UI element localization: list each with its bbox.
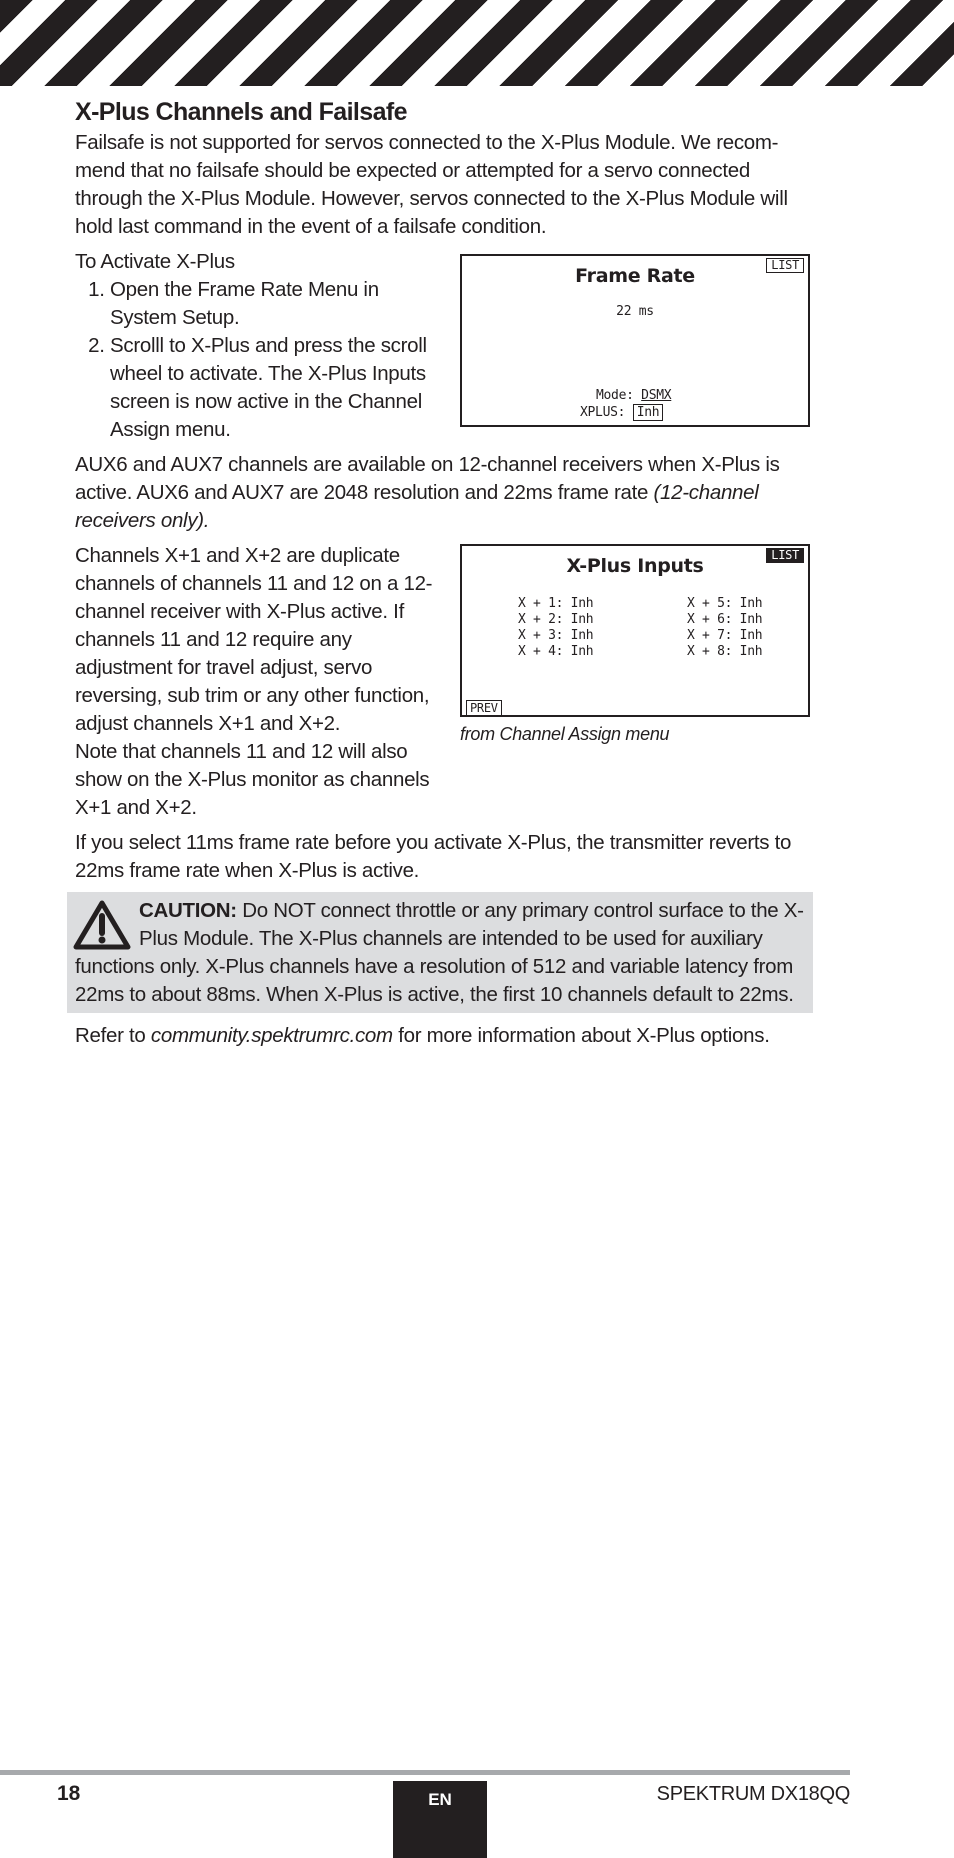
aux-italic: (12-channel receivers only). bbox=[75, 481, 759, 532]
note-paragraph: Note that channels 11 and 12 will also show on the X-Plus monitor as channels X+1 and X+2. bbox=[75, 740, 430, 819]
language-tab: EN bbox=[393, 1781, 487, 1858]
xplus-inputs-screen-title: X-Plus Inputs bbox=[566, 555, 704, 577]
xplus-input: X + 7: Inh bbox=[687, 628, 763, 643]
activate-row bbox=[75, 248, 810, 444]
prev-tag: PREV bbox=[466, 700, 502, 715]
refer-suffix: for more information about X-Plus options. bbox=[392, 1024, 770, 1047]
activate-instructions bbox=[75, 248, 440, 444]
community-link[interactable]: community.spektrumrc.com bbox=[150, 1024, 393, 1047]
page-number: 18 bbox=[57, 1782, 81, 1805]
refer-prefix: Refer to bbox=[75, 1024, 151, 1047]
right-inputs-column bbox=[687, 596, 762, 660]
xplus-line bbox=[580, 405, 663, 421]
duplicate-paragraph: Channels X+1 and X+2 are duplicate channels of channels 11 and 12 on a 12-channel receiver with X-Plus active. If channels 11 and 12 require any adjustment for travel adjust, servo reversing, sub trim or any other function, adjust channels X+1 and X+2. bbox=[75, 544, 433, 735]
left-inputs-column bbox=[518, 596, 593, 660]
xplus-input: X + 4: Inh bbox=[518, 644, 594, 659]
mode-line bbox=[596, 388, 671, 404]
list-tag: LIST bbox=[766, 548, 804, 563]
duplicate-channels-text bbox=[75, 542, 440, 822]
xplus-inputs-figure bbox=[460, 544, 810, 747]
xplus-input: X + 1: Inh bbox=[518, 596, 594, 611]
mode-value: DSMX bbox=[641, 388, 672, 403]
mode-label: Mode: bbox=[596, 388, 642, 403]
caution-text: Do NOT connect throttle or any primary control surface to the X-Plus Module. The X-Plus channels are intended to be used for auxiliary functions only. X-Plus channels have a resolution of 512 and variable latency from 22ms to about 88ms. When X-Plus is active, the first 10 channels default to 22ms. bbox=[75, 899, 804, 1006]
hazard-stripe-banner bbox=[0, 0, 954, 86]
step-item: 1. Open the Frame Rate Menu in System Setup. bbox=[110, 276, 440, 332]
warning-triangle-icon bbox=[73, 899, 131, 951]
duplicate-channels-row bbox=[75, 542, 810, 822]
figure-caption: from Channel Assign menu bbox=[460, 724, 670, 744]
xplus-input: X + 3: Inh bbox=[518, 628, 594, 643]
xplus-label: XPLUS: bbox=[580, 405, 633, 420]
activate-steps bbox=[75, 276, 440, 444]
caution-box bbox=[67, 892, 813, 1013]
xplus-input: X + 6: Inh bbox=[687, 612, 763, 627]
frame-rate-value: 22 ms bbox=[616, 304, 654, 319]
frame-rate-screen bbox=[460, 254, 810, 427]
product-name: SPEKTRUM DX18QQ bbox=[656, 1783, 850, 1805]
xplus-value: Inh bbox=[633, 404, 664, 421]
step-item: 2. Scrolll to X-Plus and press the scroll wheel to activate. The X-Plus Inputs screen is now active in the Channel Assign menu. bbox=[110, 332, 440, 444]
xplus-input: X + 8: Inh bbox=[687, 644, 763, 659]
xplus-input: X + 5: Inh bbox=[687, 596, 763, 611]
refer-paragraph bbox=[75, 1022, 810, 1050]
framerate-note: If you select 11ms frame rate before you activate X-Plus, the transmitter reverts to 22ms frame rate when X-Plus is active. bbox=[75, 831, 792, 882]
footer-divider bbox=[0, 1770, 850, 1775]
section-title: X-Plus Channels and Failsafe bbox=[75, 98, 407, 126]
frame-rate-screen-title: Frame Rate bbox=[575, 265, 695, 287]
xplus-input: X + 2: Inh bbox=[518, 612, 594, 627]
activate-heading: To Activate X-Plus bbox=[75, 250, 235, 273]
aux-paragraph bbox=[75, 451, 810, 535]
aux-text: AUX6 and AUX7 channels are available on 12-channel receivers when X-Plus is active. AUX6 and AUX7 are 2048 resolution and 22ms frame rate bbox=[75, 453, 780, 504]
list-tag: LIST bbox=[766, 258, 804, 273]
xplus-inputs-screen bbox=[460, 544, 810, 717]
caution-label: CAUTION: bbox=[139, 899, 237, 922]
page-content bbox=[75, 95, 810, 1050]
intro-paragraph: Failsafe is not supported for servos connected to the X-Plus Module. We recom-mend that no failsafe should be expected or attempted for a servo connected through the X-Plus Module. However, servos connected to the X-Plus Module will hold last command in the event of a failsafe condition. bbox=[75, 131, 788, 238]
